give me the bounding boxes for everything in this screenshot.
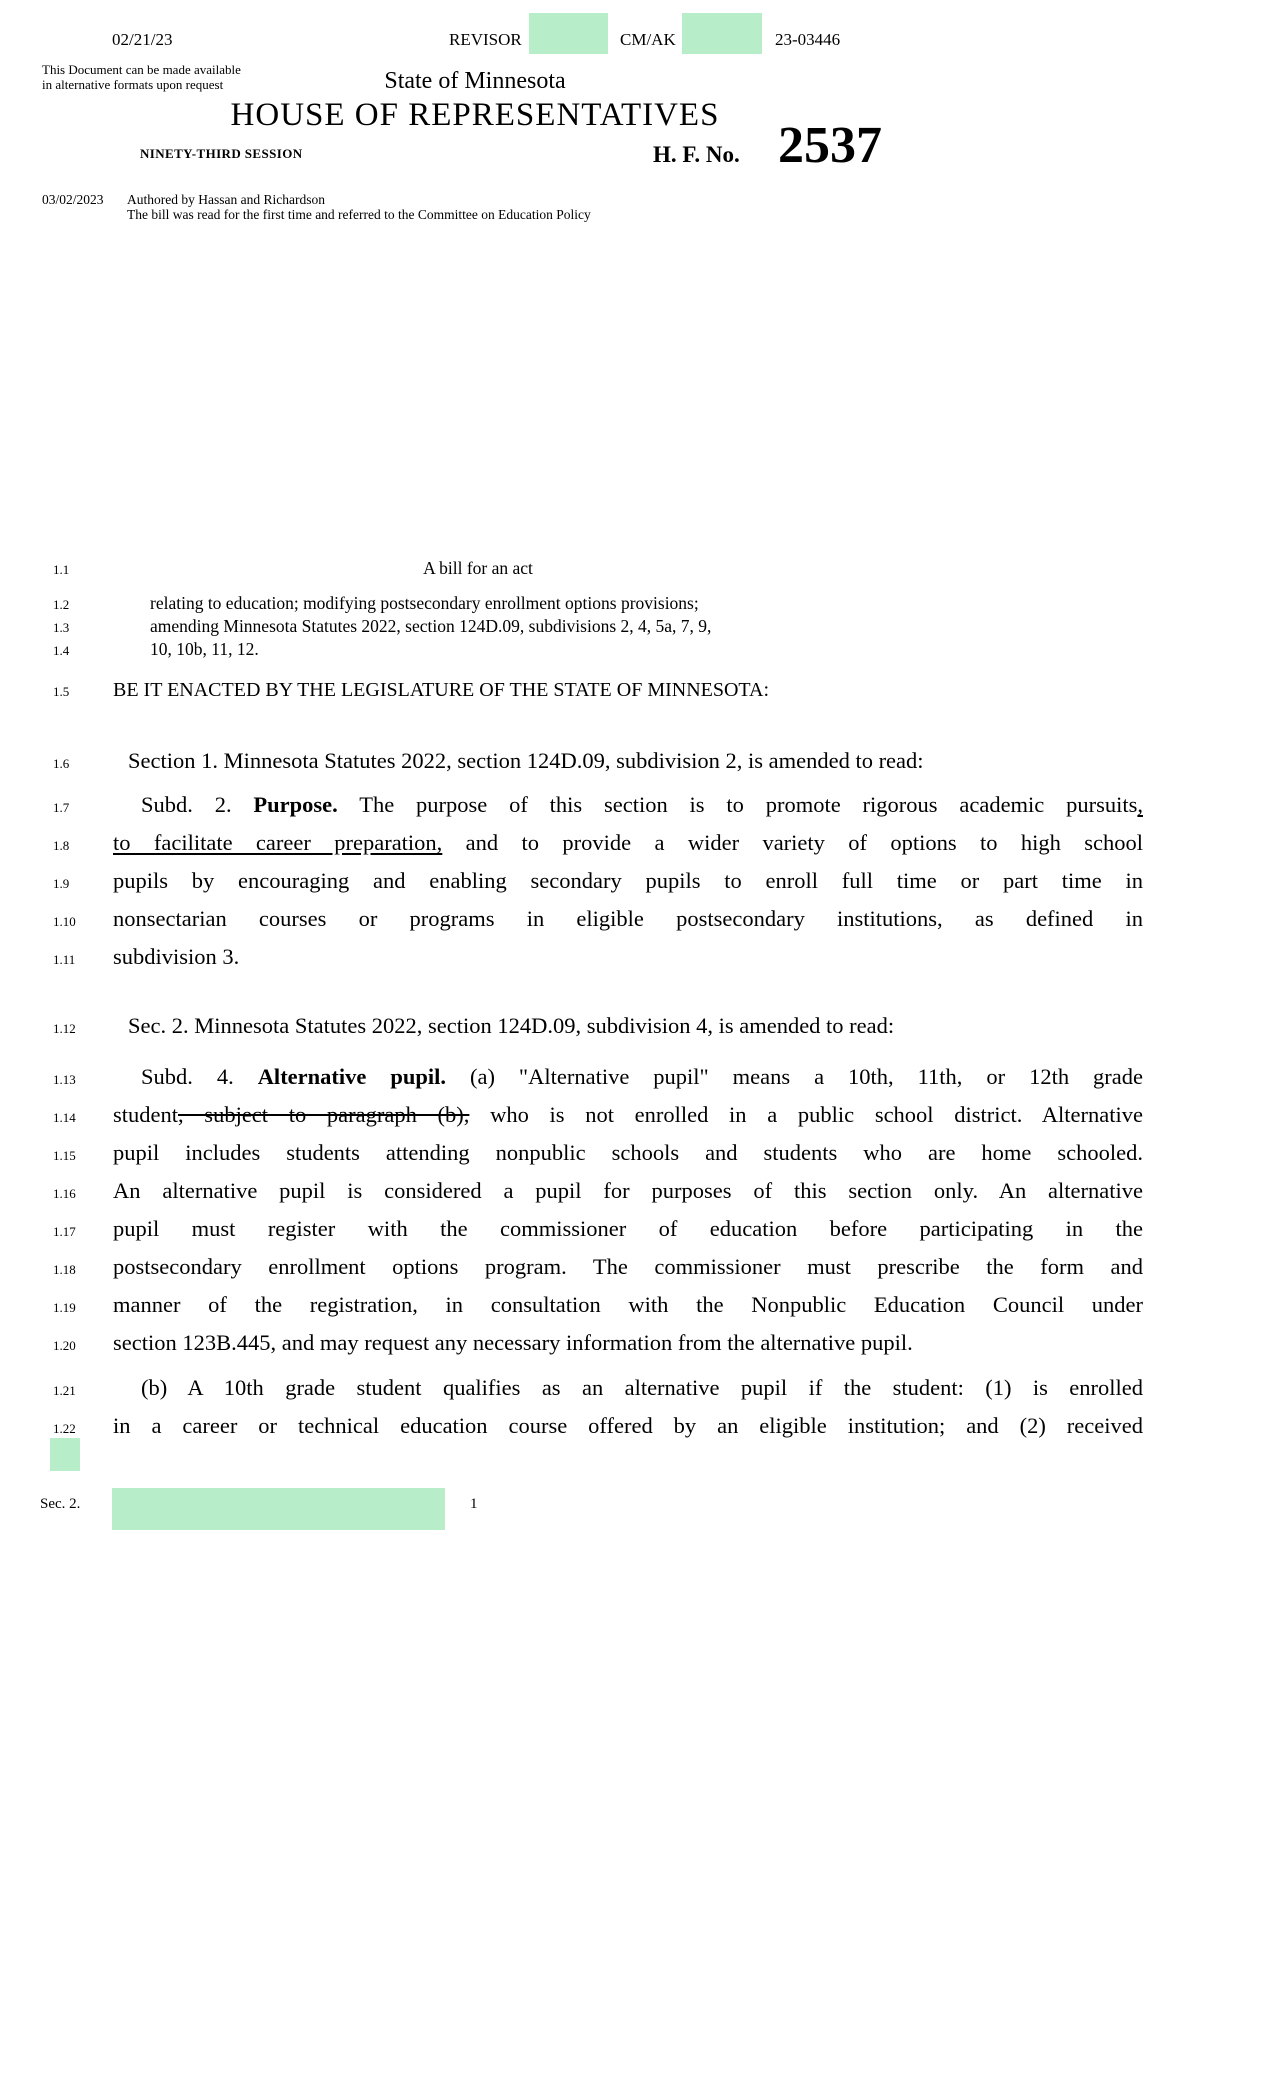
plain-text: who is not enrolled in a public school district. Alternative: [469, 1102, 1144, 1127]
line-text: [113, 1248, 1143, 1286]
line-text: [113, 900, 1143, 938]
footer-highlight-box: [112, 1488, 445, 1530]
plain-text: postsecondary enrollment options program. The commissioner must prescribe the form and: [113, 1254, 1143, 1279]
line-number: 1.3: [53, 620, 70, 635]
plain-text: relating to education; modifying postsecondary enrollment options provisions;: [150, 593, 699, 613]
line-number: 1.16: [53, 1186, 76, 1201]
bill-block-long-title: [53, 592, 1203, 661]
line-number: 1.10: [53, 914, 76, 929]
bill-line: [53, 1407, 1203, 1445]
line-text: [113, 1407, 1143, 1445]
line-text: [113, 638, 1143, 661]
bill-line: [53, 862, 1203, 900]
bill-line: [53, 1286, 1203, 1324]
bill-block-section: [53, 748, 1203, 774]
bill-line: [53, 938, 1203, 976]
bill-line: [53, 557, 1203, 579]
inserted-text: to facilitate career preparation,: [113, 830, 443, 855]
availability-note-line1: This Document can be made available: [42, 62, 241, 77]
margin-highlight-box: [50, 1438, 80, 1471]
line-number: 1.6: [53, 756, 70, 771]
line-number: 1.12: [53, 1021, 76, 1036]
session-label: NINETY-THIRD SESSION: [140, 146, 303, 161]
line-number: 1.2: [53, 597, 70, 612]
plain-text: and to provide a wider variety of options to high school: [442, 830, 1144, 855]
line-text: [113, 1058, 1143, 1096]
revision-date: 02/21/23: [112, 30, 173, 49]
plain-text: BE IT ENACTED BY THE LEGISLATURE OF THE STATE OF MINNESOTA:: [113, 679, 770, 701]
plain-text: An alternative pupil is considered a pupil for purposes of this section only. An alternative: [113, 1178, 1143, 1203]
bill-block-paragraph: [53, 1058, 1203, 1362]
plain-text: section 123B.445, and may request any necessary information from the alternative pupil.: [113, 1330, 913, 1355]
bill-line: [53, 1248, 1203, 1286]
bill-line: [53, 1324, 1203, 1362]
line-text: [113, 557, 843, 579]
line-number: 1.22: [53, 1421, 76, 1436]
bill-line: [53, 678, 1203, 702]
line-number: 1.17: [53, 1224, 76, 1239]
line-number: 1.20: [53, 1338, 76, 1353]
bold-text: Purpose.: [253, 792, 338, 817]
line-text: [113, 786, 1143, 824]
line-text: [113, 1172, 1143, 1210]
line-text: [113, 1013, 1143, 1039]
document-number: 23-03446: [775, 30, 841, 49]
line-number: 1.8: [53, 838, 70, 853]
plain-text: 10, 10b, 11, 12.: [150, 639, 259, 659]
line-text: [113, 615, 1143, 638]
line-text: [113, 824, 1143, 862]
chamber-title: HOUSE OF REPRESENTATIVES: [230, 97, 720, 133]
hf-number-label: H. F. No.: [653, 142, 740, 167]
bill-body: [53, 0, 1203, 1445]
bill-line: [53, 824, 1203, 862]
bill-line: [53, 1058, 1203, 1096]
bold-text: Alternative pupil.: [257, 1064, 447, 1089]
line-text: [113, 1324, 1143, 1362]
bill-line: [53, 1096, 1203, 1134]
plain-text: student: [113, 1102, 178, 1127]
plain-text: Sec. 2. Minnesota Statutes 2022, section 124D.09, subdivision 4, is amended to read:: [128, 1013, 895, 1038]
plain-text: Subd. 2.: [141, 792, 254, 817]
line-text: [113, 1210, 1143, 1248]
page-number: 1: [470, 1496, 478, 1512]
revisor-initials: CM/AK: [620, 30, 676, 49]
plain-text: in a career or technical education course offered by an eligible institution; and (2) received: [113, 1413, 1143, 1438]
bill-line: [53, 592, 1203, 615]
line-text: [113, 938, 1143, 976]
line-text: [113, 1134, 1143, 1172]
stricken-text: , subject to paragraph (b),: [178, 1102, 470, 1127]
plain-text: nonsectarian courses or programs in eligible postsecondary institutions, as defined in: [113, 906, 1143, 931]
line-number: 1.18: [53, 1262, 76, 1277]
bill-line: [53, 615, 1203, 638]
plain-text: A bill for an act: [423, 558, 533, 578]
bill-line: [53, 1172, 1203, 1210]
plain-text: The purpose of this section is to promote rigorous academic pursuits: [337, 792, 1138, 817]
line-number: 1.13: [53, 1072, 76, 1087]
line-text: [113, 862, 1143, 900]
line-number: 1.4: [53, 643, 70, 658]
plain-text: Subd. 4.: [141, 1064, 258, 1089]
bill-block-paragraph: [53, 786, 1203, 976]
line-text: [113, 592, 1143, 615]
plain-text: subdivision 3.: [113, 944, 240, 969]
bill-line: [53, 748, 1203, 774]
line-number: 1.11: [53, 952, 76, 967]
bill-line: [53, 638, 1203, 661]
plain-text: manner of the registration, in consultation with the Nonpublic Education Council under: [113, 1292, 1143, 1317]
bill-line: [53, 1369, 1203, 1407]
bill-line: [53, 1134, 1203, 1172]
plain-text: pupil includes students attending nonpublic schools and students who are home schooled.: [113, 1140, 1143, 1165]
line-number: 1.1: [53, 562, 70, 577]
line-number: 1.19: [53, 1300, 76, 1315]
plain-text: pupil must register with the commissioner of education before participating in the: [113, 1216, 1143, 1241]
availability-note-line2: in alternative formats upon request: [42, 77, 224, 92]
plain-text: amending Minnesota Statutes 2022, section 124D.09, subdivisions 2, 4, 5a, 7, 9,: [150, 616, 712, 636]
plain-text: Section 1. Minnesota Statutes 2022, section 124D.09, subdivision 2, is amended to read:: [128, 748, 924, 773]
bill-line: [53, 1013, 1203, 1039]
line-text: [113, 1369, 1143, 1407]
line-text: [113, 678, 1143, 702]
bill-block-act-title: [53, 557, 1203, 579]
state-title: State of Minnesota: [384, 68, 566, 94]
plain-text: (a) "Alternative pupil" means a 10th, 11th, or 12th grade: [446, 1064, 1143, 1089]
hf-number-value: 2537: [778, 117, 882, 174]
bill-line: [53, 1210, 1203, 1248]
bill-block-enacting: [53, 678, 1203, 702]
line-number: 1.14: [53, 1110, 76, 1125]
line-number: 1.7: [53, 800, 70, 815]
plain-text: pupils by encouraging and enabling secondary pupils to enroll full time or part time in: [113, 868, 1143, 893]
line-text: [113, 748, 1143, 774]
bill-line: [53, 786, 1203, 824]
line-number: 1.9: [53, 876, 70, 891]
line-number: 1.5: [53, 684, 70, 699]
first-reading-line: The bill was read for the first time and referred to the Committee on Education Policy: [127, 207, 591, 222]
line-number: 1.21: [53, 1383, 76, 1398]
line-text: [113, 1096, 1143, 1134]
bill-block-section: [53, 1013, 1203, 1039]
introduction-date: 03/02/2023: [42, 192, 104, 207]
footer-section-label: Sec. 2.: [40, 1496, 81, 1512]
line-number: 1.15: [53, 1148, 76, 1163]
plain-text: (b) A 10th grade student qualifies as an alternative pupil if the student: (1) is enrolled: [141, 1375, 1143, 1400]
bill-block-paragraph: [53, 1369, 1203, 1445]
line-text: [113, 1286, 1143, 1324]
authors-line: Authored by Hassan and Richardson: [127, 192, 325, 207]
inserted-text: ,: [1137, 792, 1143, 817]
revisor-label: REVISOR: [449, 30, 522, 49]
bill-line: [53, 900, 1203, 938]
